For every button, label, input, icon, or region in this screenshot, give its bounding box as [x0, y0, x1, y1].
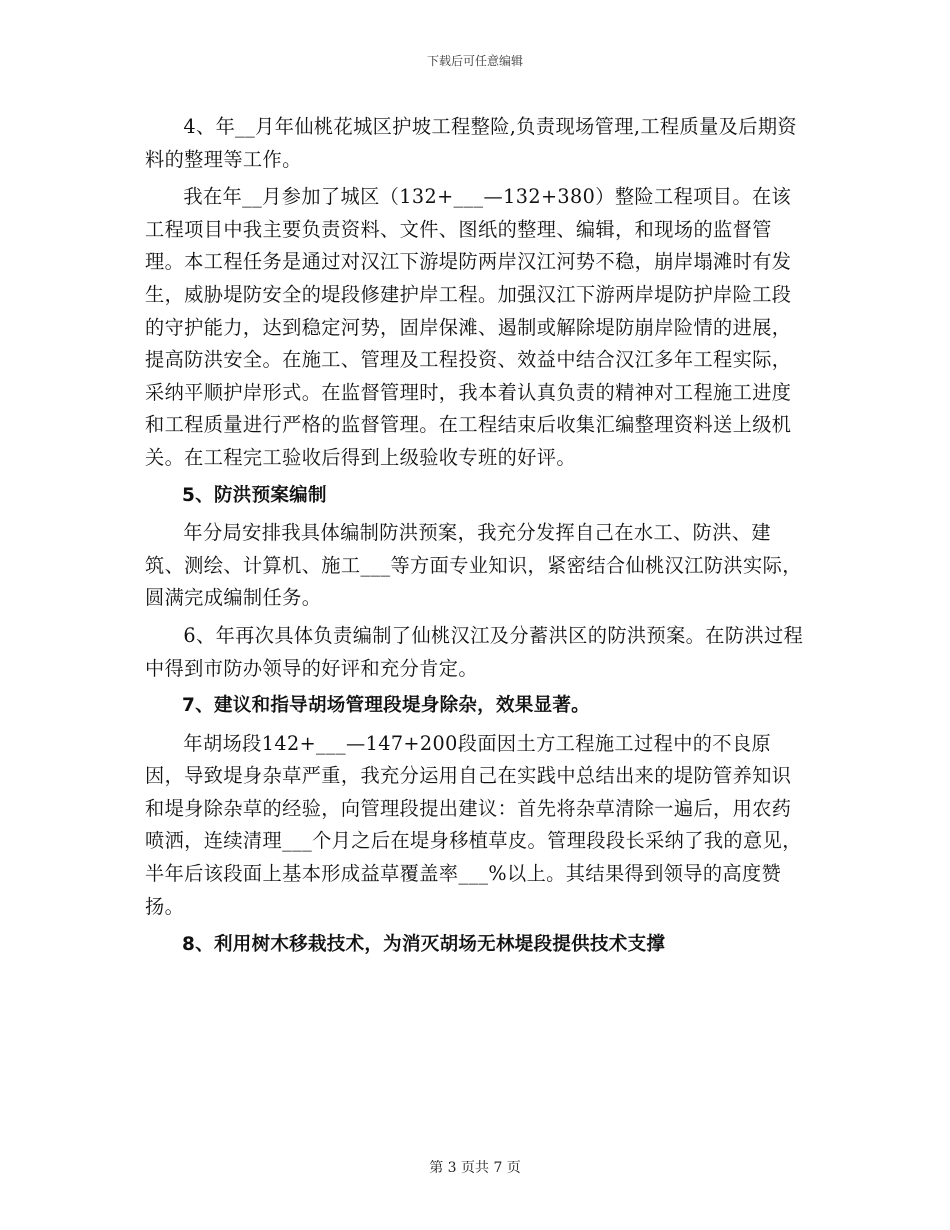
page-header: 下载后可任意编辑 — [426, 54, 523, 68]
document-body — [145, 111, 805, 967]
section-heading-8: 8、利用树木移栽技术，为消灭胡场无林堤段提供技术支撑 — [182, 934, 666, 956]
paragraph-project-detail: 我在年__月参加了城区（132+___—132+380）整险工程项目。在该工程项目中我主要负责资料、文件、图纸的整理、编辑，和现场的监督管理。本工程任务是通过对汉江下游堤防两岸汉江河势不稳，崩岸塌滩时有发生，威胁堤防安全的堤段修建护岸工程。加强汉江下游两岸堤防护岸险工段的守护能力，达到稳定河势，固岸保滩、遏制或解除堤防崩岸险情的进展，提高防洪安全。在施工、管理及工程投资、效益中结合汉江多年工程实际，采纳平顺护岸形式。在监督管理时，我本着认真负责的精神对工程施工进度和工程质量进行严格的监督管理。在工程结束后收集汇编整理资料送上级机关。在工程完工验收后得到上级验收专班的好评。 — [145, 185, 792, 469]
paragraph-item-6: 6、年再次具体负责编制了仙桃汉江及分蓄洪区的防洪预案。在防洪过程中得到市防办领导的好评和充分肯定。 — [145, 623, 804, 680]
paragraph-weed-removal: 年胡场段142+___—147+200段面因土方工程施工过程中的不良原因，导致堤身杂草严重，我充分运用自己在实践中总结出来的堤防管养知识和堤身除杂草的经验，向管理段提出建议：首先将杂草清除一遍后，用农药喷洒，连续清理___个月之后在堤身移植草皮。管理段段长采纳了我的意见，半年后该段面上基本形成益草覆盖率___%以上。其结果得到领导的高度赞扬。 — [145, 731, 802, 918]
paragraph-flood-plan: 年分局安排我具体编制防洪预案，我充分发挥自己在水工、防洪、建筑、测绘、计算机、施工___等方面专业知识，紧密结合仙桃汉江防洪实际，圆满完成编制任务。 — [145, 521, 802, 610]
page-footer: 第 3 页共 7 页 — [429, 1160, 521, 1176]
paragraph-item-4: 4、年__月年仙桃花城区护坡工程整险,负责现场管理,工程质量及后期资料的整理等工作。 — [145, 115, 798, 171]
section-heading-7: 7、建议和指导胡场管理段堤身除杂，效果显著。 — [182, 695, 590, 717]
section-heading-5: 5、防洪预案编制 — [182, 484, 327, 506]
